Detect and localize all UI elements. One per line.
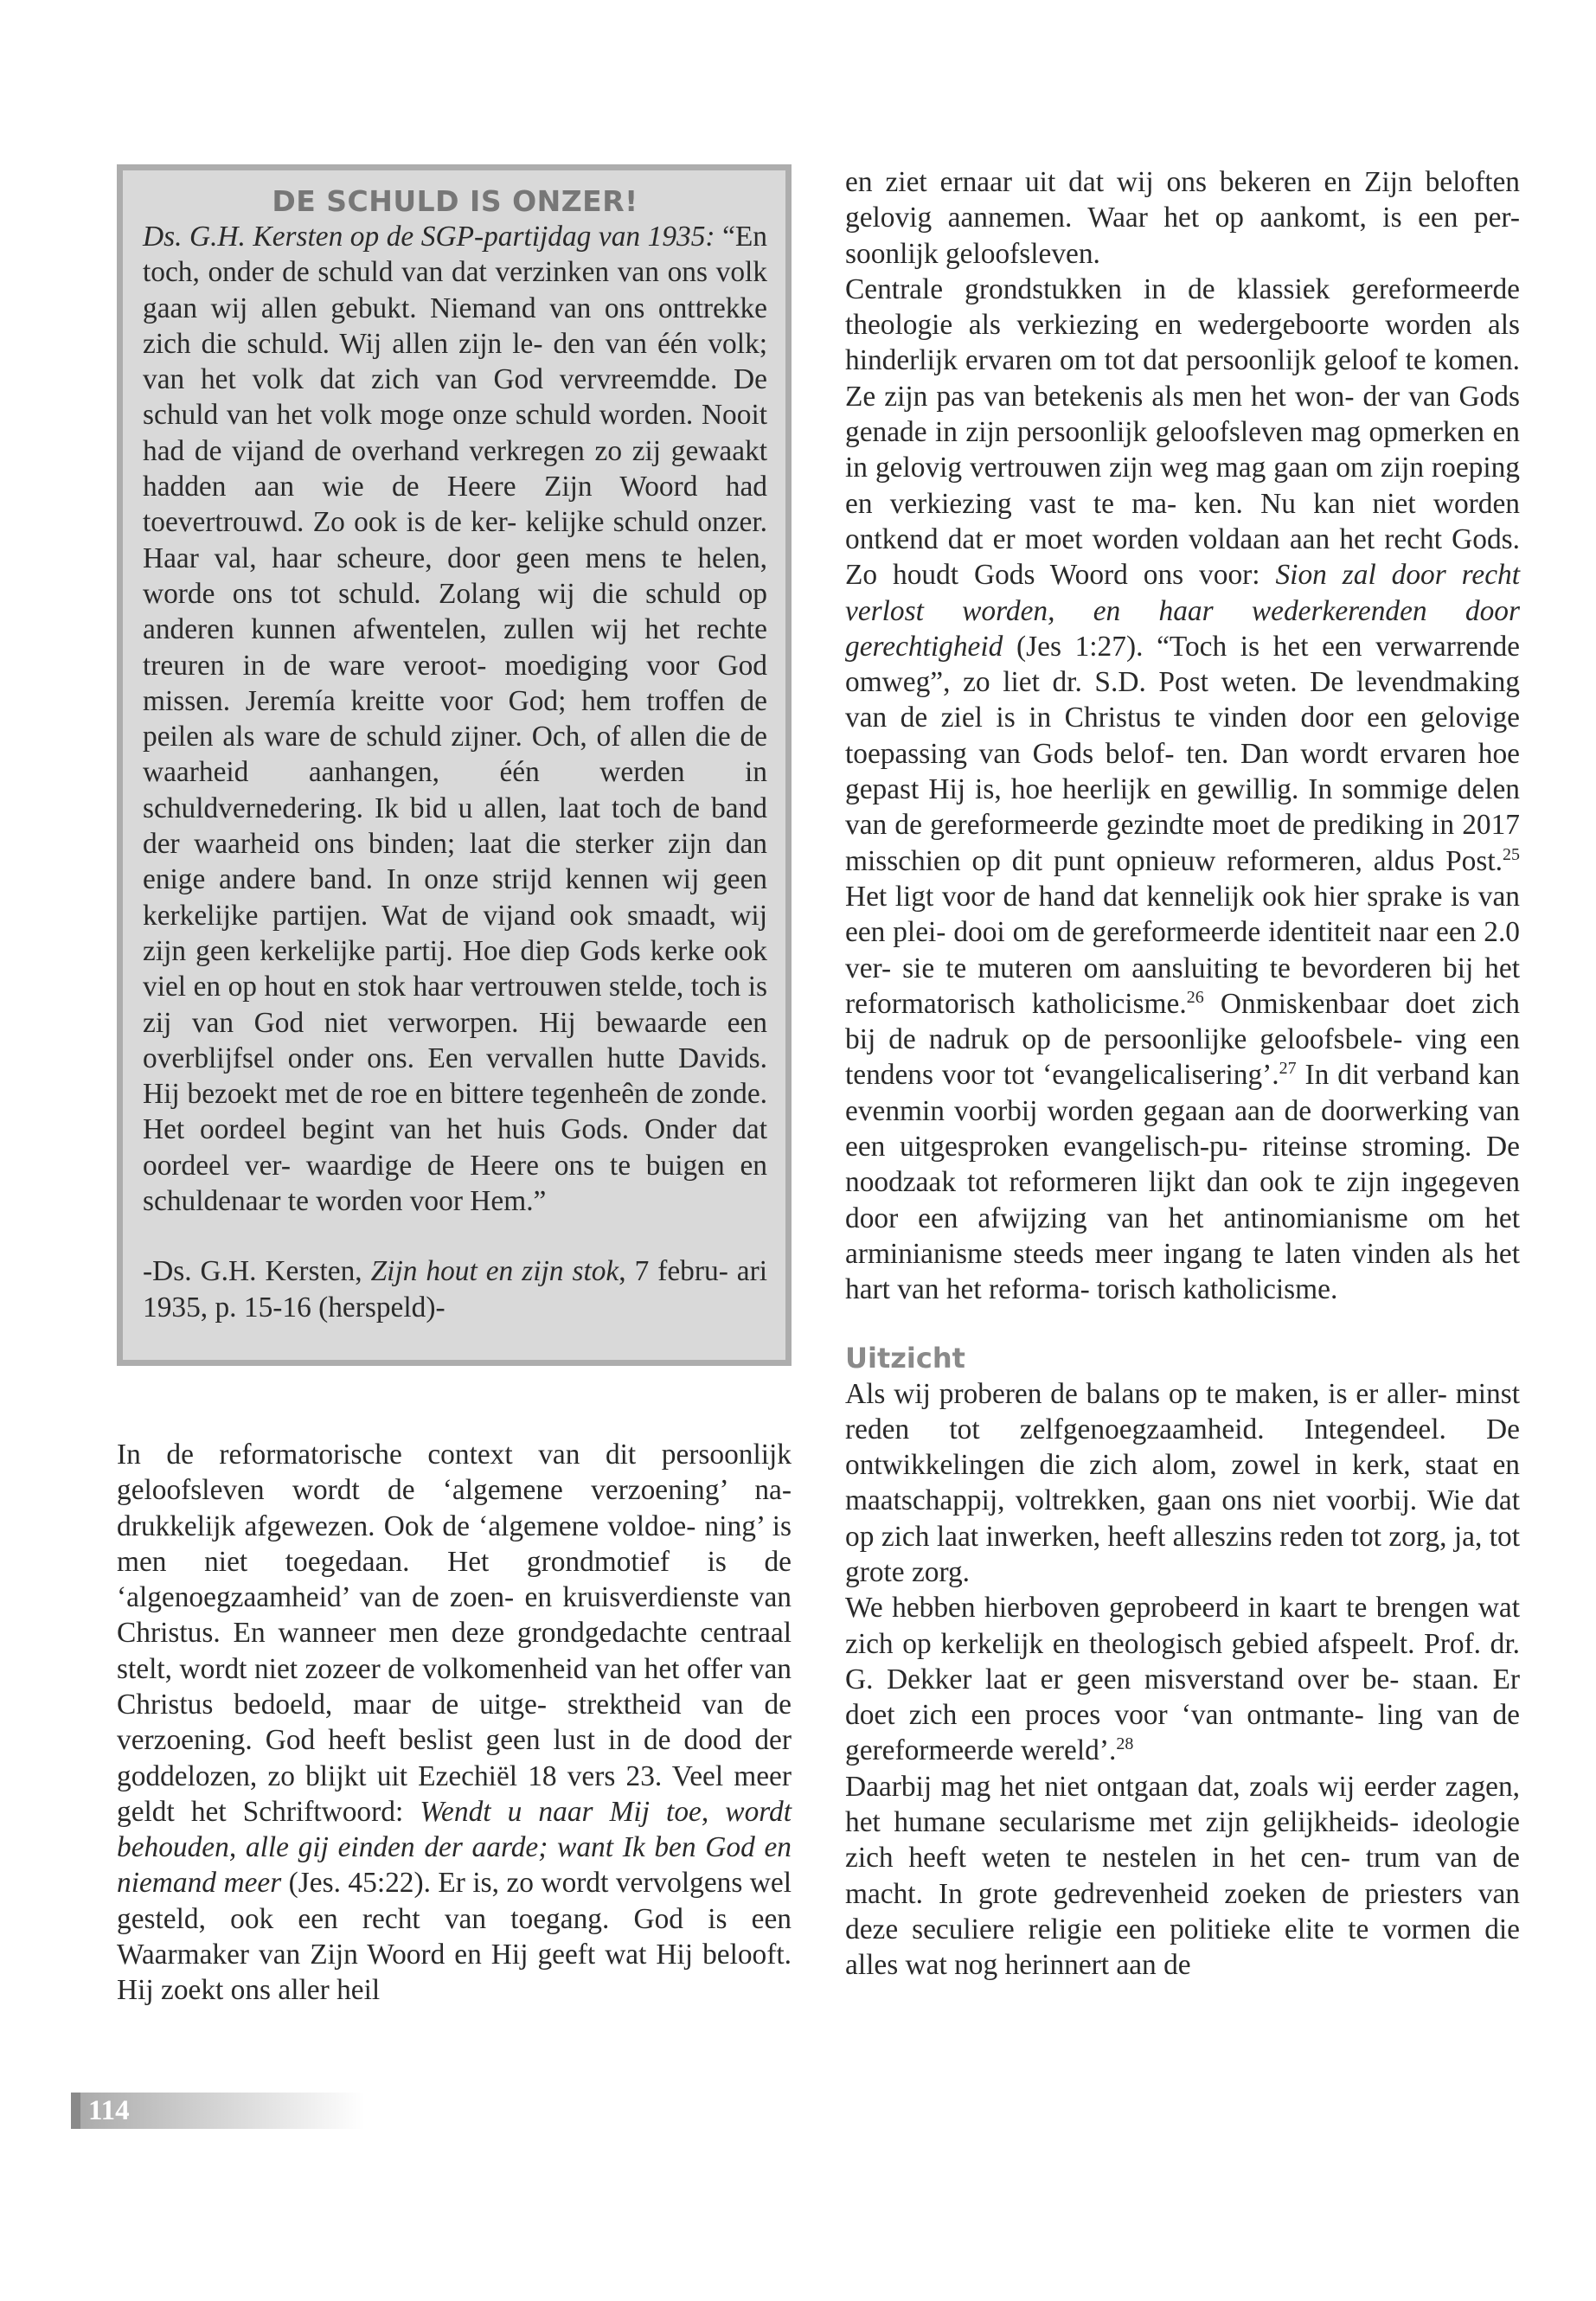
left-paragraph-text-2: (Jes. 45:22). Er is, zo wordt vervolgens wel gesteld, ook een recht van toegang. God is een Waarmaker van Zijn Woord en Hij geeft wat Hij belooft. Hij zoekt ons aller heil: [117, 1867, 792, 2007]
section-paragraph-3: Daarbij mag het niet ontgaan dat, zoals wij eerder zagen, het humane secularisme met zijn gelijkheids- ideologie zich heeft weten te nestelen in het cen- trum van de macht. In grote gedrevenheid zoeken de priesters van deze seculiere religie een politieke elite te vormen die alles wat nog herinnert aan de: [845, 1770, 1520, 1982]
footnote-ref-27: 27: [1279, 1059, 1297, 1079]
box-intro: Ds. G.H. Kersten op de SGP-partijdag van 1935:: [143, 221, 715, 253]
section-paragraph-2-text: We hebben hierboven geprobeerd in kaart te brengen wat zich op kerkelijk en theologisch gebied afspeelt. Prof. dr. G. Dekker laat er geen misverstand over be- staan. Er doet zich een proces voor ‘van ontmante- ling van de gereformeerde wereld’.: [845, 1592, 1520, 1767]
page-number: 114: [88, 2095, 130, 2126]
box-quote-text: “En toch, onder de schuld van dat verzinken van ons volk gaan wij allen gebukt. Niemand van ons onttrekke zich die schuld. Wij allen zijn le- den van één volk; van het volk dat zich van God vervreemdde. De schuld van het volk moge onze schuld worden. Nooit had de vijand de overhand verkregen zo zij gewaakt hadden aan wie de Heere Zijn Woord had toevertrouwd. Zo ook is de ker- kelijke schuld onzer. Haar val, haar scheure, door geen mens te helen, worde ons tot schuld. Zolang wij die schuld op anderen kunnen afwentelen, zullen wij het rechte treuren in de ware veroot- moediging voor God missen. Jeremía kreitte voor God; hem troffen de peilen als ware de schuld zijner. Och, of allen die de waarheid aanhangen, één werden in schuldvernedering. Ik bid u allen, laat toch de band der waarheid ons binden; laat die sterker zijn dan enige andere band. In onze strijd kennen wij geen kerkelijke partijen. Wat de vijand ook smaadt, wij zijn geen kerkelijke partij. Hoe diep Gods kerke ook viel en op hout en stok haar vertrouwen stelde, toch is zij van God niet verworpen. Hij bewaarde een overblijfsel onder ons. Een vervallen hutte Davids. Hij bezoekt met de roe en bittere tegenheên de zonde. Het oordeel begint van het huis Gods. Onder dat oordeel ver- waardige de Heere ons te buigen en schuldenaar te worden voor Hem.”: [143, 221, 767, 1218]
right-paragraph-1: en ziet ernaar uit dat wij ons bekeren en Zijn beloften gelovig aannemen. Waar het op aankomt, is een per- soonlijk geloofsleven.: [845, 166, 1520, 270]
box-source-title: Zijn hout en zijn stok: [370, 1255, 619, 1288]
footnote-ref-25: 25: [1503, 844, 1520, 864]
page-number-bar-edge: [71, 2093, 80, 2129]
right-paragraph-2: [845, 272, 1520, 1308]
left-paragraph-text-1: In de reformatorische context van dit persoonlijk geloofsleven wordt de ‘algemene verzoening’ na- drukkelijk afgewezen. Ook de ‘algemene voldoe- ning’ is men niet toegedaan. Het grondmotief is de ‘algenoegzaamheid’ van de zoen- en kruisverdienste van Christus. En wanneer men deze grondgedachte centraal stelt, wordt niet zozeer de volkomenheid van het offer van Christus bedoeld, maar de uitge- strektheid van de verzoening. God heeft beslist geen lust in de dood der goddelozen, zo blijkt uit Ezechiël 18 vers 23. Veel meer geldt het Schriftwoord:: [117, 1438, 792, 1828]
box-source-prefix: -Ds. G.H. Kersten,: [143, 1255, 371, 1288]
left-column: [117, 164, 792, 2009]
right-paragraph-2-text-2: (Jes 1:27). “Toch is het een verwarrende omweg”, zo liet dr. S.D. Post weten. De levendmaking van de ziel is in Christus te vinden door een gelovige toepassing van Gods belof- ten. Dan wordt ervaren hoe gepast Hij is, hoe heerlijk en gewillig. In sommige delen van de gereformeerde gezindte moet de prediking in 2017 misschien op dit punt opnieuw reformeren, aldus Post.: [845, 630, 1520, 877]
box-title: DE SCHULD IS ONZER!: [272, 184, 638, 218]
footnote-ref-26: 26: [1186, 987, 1204, 1007]
left-paragraph-italic: Wendt u naar Mij toe, wordt behouden, alle gij einden der aarde; want Ik ben God en niemand meer: [117, 1795, 792, 1900]
right-paragraph-2-text-1: Centrale grondstukken in de klassiek gereformeerde theologie als verkiezing en wedergeboorte worden als hinderlijk ervaren om tot dat persoonlijk geloof te komen. Ze zijn pas van betekenis als men het won- der van Gods genade in zijn persoonlijk geloofsleven mag opmerken en in gelovig vertrouwen zijn weg mag gaan om zijn roeping en verkiezing vast te ma- ken. Nu kan niet worden ontkend dat er moet worden voldaan aan het recht Gods. Zo houdt Gods Woord ons voor:: [845, 272, 1520, 592]
quote-box: [117, 164, 792, 1366]
right-column: [845, 164, 1520, 1984]
right-paragraph-2-text-4: Onmiskenbaar doet zich bij de nadruk op de persoonlijke geloofsbele- ving een tendens voor tot ‘evangelicalisering’.: [845, 987, 1520, 1092]
right-paragraph-2-text-3: Het ligt voor de hand dat kennelijk ook hier sprake is van een plei- dooi om de gereformeerde identiteit naar een 2.0 ver- sie te muteren om aansluiting te bevorderen bij het reformatorisch katholicisme.: [845, 880, 1520, 1020]
box-source: [143, 1253, 767, 1325]
right-paragraph-2-text-5: In dit verband kan evenmin voorbij worden gegaan aan de doorwerking van een uitgesproken evangelisch-pu- riteinse stroming. De noodzaak tot reformeren lijkt dan ook te zijn ingegeven door een afwijzing van het antinomianisme om het arminianisme steeds meer ingang te laten vinden als het hart van het reforma- torisch katholicisme.: [845, 1059, 1520, 1306]
section-paragraph-1: Als wij proberen de balans op te maken, is er aller- minst reden tot zelfgenoegzaamheid. Integendeel. De ontwikkelingen die zich alom, zowel in kerk, staat en maatschappij, voltrekken, gaan ons niet voorbij. Wie dat op zich laat inwerken, heeft alleszins reden tot zorg, ja, tot grote zorg.: [845, 1377, 1520, 1588]
section-paragraph-2: [845, 1590, 1520, 1768]
right-paragraph-2-italic: Sion zal door recht verlost worden, en haar wederkerenden door gerechtigheid: [845, 559, 1520, 663]
footnote-ref-28: 28: [1116, 1734, 1134, 1754]
box-quote: [143, 219, 767, 1219]
left-paragraph: [117, 1437, 792, 2009]
section-heading: Uitzicht: [845, 1341, 965, 1375]
box-source-suffix: , 7 febru- ari 1935, p. 15-16 (herspeld)-: [143, 1255, 768, 1324]
